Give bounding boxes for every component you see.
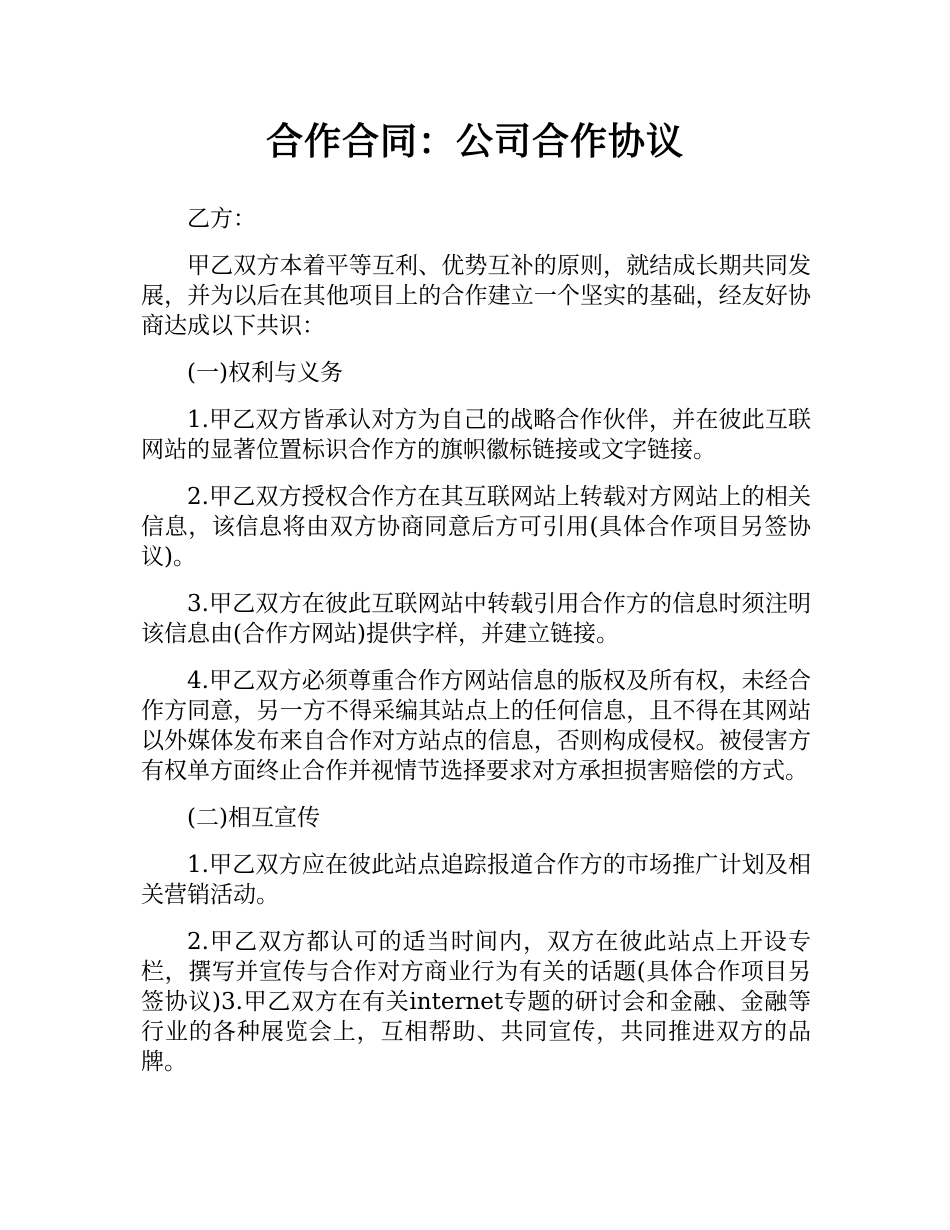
- clause-2-2: 2.甲乙双方都认可的适当时间内，双方在彼此站点上开设专栏，撰写并宣传与合作对方商业行为有关的话题(具体合作项目另签协议)3.甲乙双方在有关internet专题的研讨会和金融、金融等行业的各种展览会上，互相帮助、共同宣传，共同推进双方的品牌。: [141, 929, 811, 1075]
- preamble-paragraph: 甲乙双方本着平等互利、优势互补的原则，就结成长期共同发展，并为以后在其他项目上的合作建立一个坚实的基础，经友好协商达成以下共识：: [141, 253, 811, 339]
- clause-1-4: 4.甲乙双方必须尊重合作方网站信息的版权及所有权，未经合作方同意，另一方不得采编其站点上的任何信息，且不得在其网站以外媒体发布来自合作对方站点的信息，否则构成侵权。被侵害方有权单方面终止合作并视情节选择要求对方承担损害赔偿的方式。: [141, 668, 811, 784]
- section-heading-rights: (一)权利与义务: [187, 360, 343, 386]
- clause-2-1: 1.甲乙双方应在彼此站点追踪报道合作方的市场推广计划及相关营销活动。: [141, 852, 811, 908]
- party-b-line: 乙方：: [187, 206, 256, 232]
- section-heading-promotion: (二)相互宣传: [187, 805, 320, 831]
- clause-1-2: 2.甲乙双方授权合作方在其互联网站上转载对方网站上的相关信息，该信息将由双方协商同意后方可引用(具体合作项目另签协议)。: [141, 484, 811, 570]
- document-title: 合作合同：公司合作协议: [266, 120, 684, 163]
- clause-1-1: 1.甲乙双方皆承认对方为自己的战略合作伙伴，并在彼此互联网站的显著位置标识合作方的旗帜徽标链接或文字链接。: [141, 407, 811, 463]
- clause-1-3: 3.甲乙双方在彼此互联网站中转载引用合作方的信息时须注明该信息由(合作方网站)提供字样，并建立链接。: [141, 591, 811, 647]
- document-body: [141, 204, 811, 1094]
